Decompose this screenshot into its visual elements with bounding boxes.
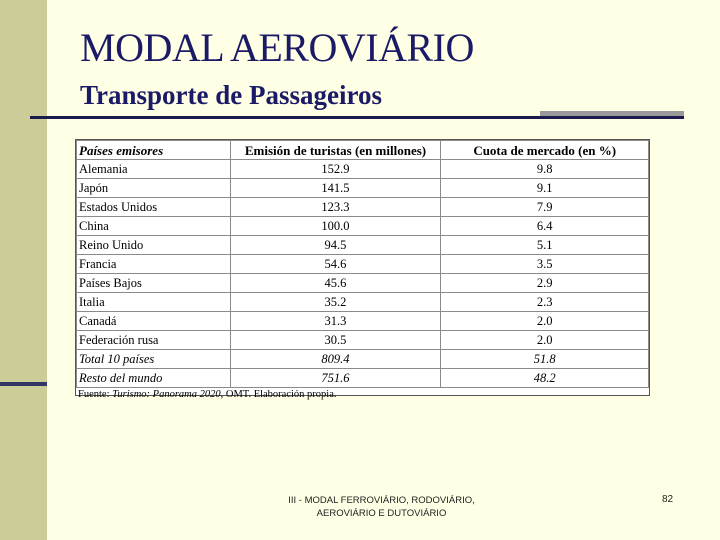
summary-label-cell: Resto del mundo: [77, 369, 231, 388]
source-rest: , OMT. Elaboración propia.: [220, 389, 337, 400]
tourists-cell: 100.0: [230, 217, 441, 236]
country-cell: Países Bajos: [77, 274, 231, 293]
header-market-share: Cuota de mercado (en %): [441, 141, 649, 160]
tourists-cell: 94.5: [230, 236, 441, 255]
share-cell: 2.0: [441, 312, 649, 331]
left-decorative-bar: [0, 0, 47, 540]
left-accent-line: [0, 382, 47, 386]
country-cell: Japón: [77, 179, 231, 198]
table-row: [77, 217, 649, 236]
summary-share-cell: 51.8: [441, 350, 649, 369]
tourists-cell: 31.3: [230, 312, 441, 331]
tourists-cell: 35.2: [230, 293, 441, 312]
tourism-table-container: [75, 139, 650, 400]
table-row: [77, 255, 649, 274]
country-cell: Reino Unido: [77, 236, 231, 255]
share-cell: 3.5: [441, 255, 649, 274]
country-cell: China: [77, 217, 231, 236]
table-row: [77, 179, 649, 198]
tourists-cell: 54.6: [230, 255, 441, 274]
share-cell: 9.1: [441, 179, 649, 198]
tourists-cell: 141.5: [230, 179, 441, 198]
footer-line-1: III - MODAL FERROVIÁRIO, RODOVIÁRIO,: [288, 495, 475, 506]
table-source-note: [76, 388, 649, 402]
summary-row-rest: [77, 369, 649, 388]
summary-share-cell: 48.2: [441, 369, 649, 388]
table-row: [77, 312, 649, 331]
tourists-cell: 45.6: [230, 274, 441, 293]
share-cell: 9.8: [441, 160, 649, 179]
country-cell: Federación rusa: [77, 331, 231, 350]
slide-subtitle: Transporte de Passageiros: [80, 80, 382, 110]
table-row: [77, 198, 649, 217]
footer-line-2: AEROVIÁRIO E DUTOVIÁRIO: [316, 508, 447, 519]
header-tourists: Emisión de turistas (en millones): [230, 141, 441, 160]
share-cell: 6.4: [441, 217, 649, 236]
page-number: 82: [662, 494, 674, 505]
summary-tourists-cell: 751.6: [230, 369, 441, 388]
table-row: [77, 274, 649, 293]
summary-row-total: [77, 350, 649, 369]
table-row: [77, 160, 649, 179]
slide-title: MODAL AEROVIÁRIO: [80, 25, 474, 70]
tourists-cell: 152.9: [230, 160, 441, 179]
table-row: [77, 331, 649, 350]
country-cell: Francia: [77, 255, 231, 274]
table-row: [77, 236, 649, 255]
tourism-table: [76, 140, 649, 388]
share-cell: 2.9: [441, 274, 649, 293]
country-cell: Canadá: [77, 312, 231, 331]
share-cell: 7.9: [441, 198, 649, 217]
table-row: [77, 293, 649, 312]
country-cell: Estados Unidos: [77, 198, 231, 217]
summary-tourists-cell: 809.4: [230, 350, 441, 369]
tourists-cell: 30.5: [230, 331, 441, 350]
source-title: Turismo: Panorama 2020: [112, 389, 221, 400]
source-label: Fuente:: [78, 389, 113, 400]
table-header-row: [77, 141, 649, 160]
country-cell: Italia: [77, 293, 231, 312]
title-underline: [30, 116, 550, 119]
country-cell: Alemania: [77, 160, 231, 179]
share-cell: 5.1: [441, 236, 649, 255]
title-underline-accent-line: [540, 116, 684, 119]
slide-footer: [250, 494, 513, 520]
header-countries: Países emisores: [77, 141, 231, 160]
share-cell: 2.0: [441, 331, 649, 350]
share-cell: 2.3: [441, 293, 649, 312]
tourists-cell: 123.3: [230, 198, 441, 217]
summary-label-cell: Total 10 países: [77, 350, 231, 369]
